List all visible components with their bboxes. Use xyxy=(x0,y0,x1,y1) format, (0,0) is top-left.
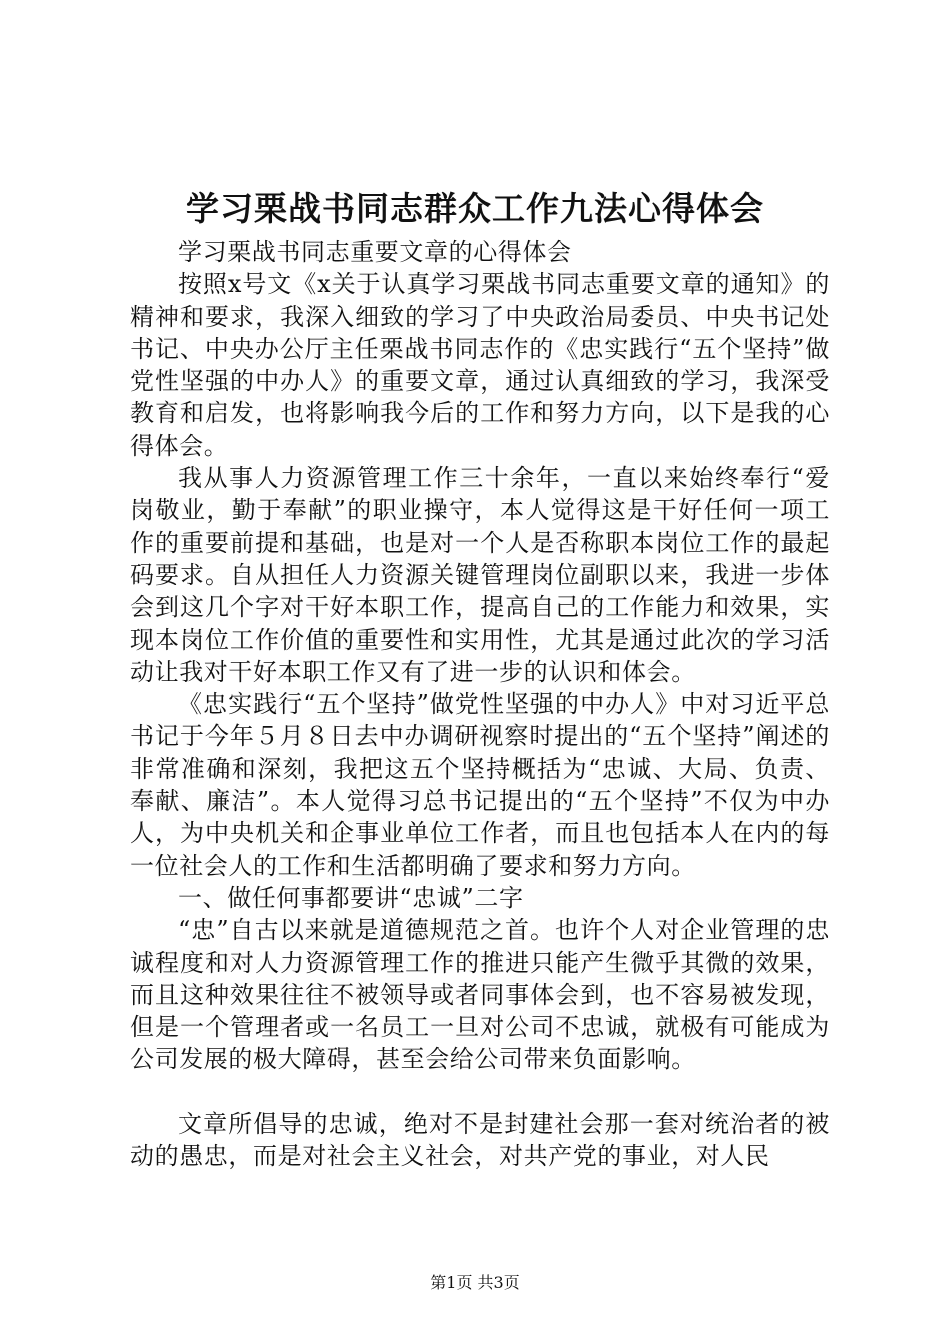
body-paragraph: 我从事人力资源管理工作三十余年，一直以来始终奉行“爱岗敬业，勤于奉献”的职业操守，本人觉得这是干好任何一项工作的重要前提和基础，也是对一个人是否称职本岗位工作的最起码要求。自从担任人力资源关键管理岗位副职以来，我进一步体会到这几个字对干好本职工作，提高自己的工作能力和效果，实现本岗位工作价值的重要性和实用性，尤其是通过此次的学习活动让我对干好本职工作又有了进一步的认识和体会。 xyxy=(130,464,830,686)
body-paragraph: “忠”自古以来就是道德规范之首。也许个人对企业管理的忠诚程度和对人力资源管理工作的推进只能产生微乎其微的效果，而且这种效果往往不被领导或者同事体会到，也不容易被发现，但是一个管理者或一名员工一旦对公司不忠诚，就极有可能成为公司发展的极大障碍，甚至会给公司带来负面影响。 xyxy=(130,916,830,1074)
body-paragraph: 按照x号文《x关于认真学习栗战书同志重要文章的通知》的精神和要求，我深入细致的学习了中央政治局委员、中央书记处书记、中央办公厅主任栗战书同志作的《忠实践行“五个坚持”做党性坚强的中办人》的重要文章，通过认真细致的学习，我深受教育和启发，也将影响我今后的工作和努力方向，以下是我的心得体会。 xyxy=(130,270,830,460)
section-heading: 一、做任何事都要讲“忠诚”二字 xyxy=(178,883,524,912)
page-footer: 第1页 共3页 xyxy=(430,1273,520,1292)
body-paragraph: 文章所倡导的忠诚，绝对不是封建社会那一套对统治者的被动的愚忠，而是对社会主义社会，对共产党的事业，对人民 xyxy=(130,1109,830,1171)
document-title: 学习栗战书同志群众工作九法心得体会 xyxy=(186,189,764,228)
body-paragraph-subtitle: 学习栗战书同志重要文章的心得体会 xyxy=(178,238,572,266)
body-paragraph: 《忠实践行“五个坚持”做党性坚强的中办人》中对习近平总书记于今年５月８日去中办调研视察时提出的“五个坚持”阐述的非常准确和深刻，我把这五个坚持概括为“忠诚、大局、负责、奉献、廉洁”。本人觉得习总书记提出的“五个坚持”不仅为中办人，为中央机关和企事业单位工作者，而且也包括本人在内的每一位社会人的工作和生活都明确了要求和努力方向。 xyxy=(130,690,830,880)
document-body xyxy=(130,236,830,1172)
